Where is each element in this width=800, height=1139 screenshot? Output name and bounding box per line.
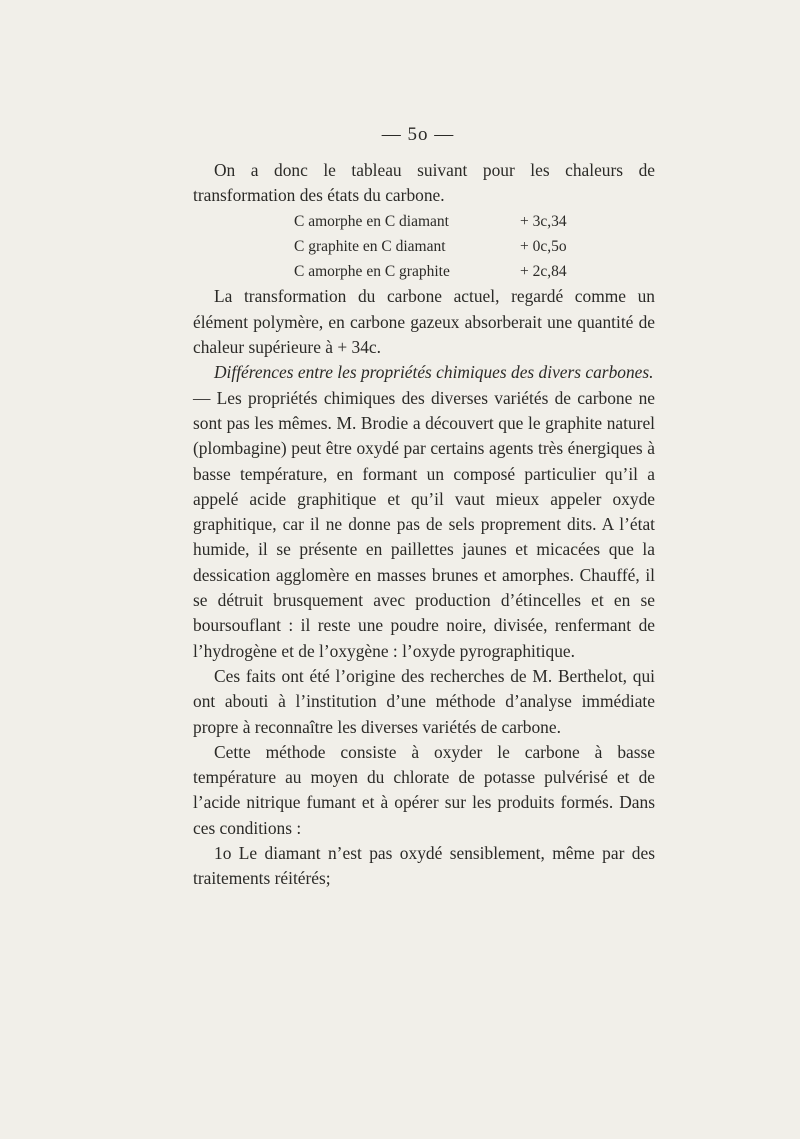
body-text — [193, 158, 655, 892]
table-row — [294, 259, 594, 284]
row-label: C amorphe en C graphite — [294, 263, 450, 281]
intro-paragraph: On a donc le tableau suivant pour les chaleurs de transformation des états du carbone. — [193, 160, 655, 206]
paragraph: — Les propriétés chimiques des diverses variétés de carbone ne sont pas les mêmes. M. Brodie a découvert que le graphite naturel (plombagine) peut être oxydé par certains agents très énergiques à basse température, en formant un composé particulier qu’il a appelé acide graphitique et qu’il vaut mieux appeler oxyde graphitique, car il ne donne pas de sels proprement dits. A l’état humide, il se présente en paillettes jaunes et micacées que la dessication agglomère en masses brunes et amorphes. Chauffé, il se détruit brusquement avec production d’étincelles et en se boursouflant : il reste une poudre noire, divisée, renfermant de l’hydrogène et de l’oxygène : l’oxyde pyrographitique. — [193, 387, 655, 661]
row-value: + 2c,84 — [520, 263, 567, 281]
section-heading: Différences entre les propriétés chimiques des divers carbones. — [214, 362, 654, 383]
table-row — [294, 209, 594, 234]
row-label: C amorphe en C diamant — [294, 212, 449, 230]
heat-table — [294, 209, 594, 285]
row-value: + 0c,5o — [520, 237, 567, 255]
row-value: + 3c,34 — [520, 212, 567, 230]
row-label: C graphite en C diamant — [294, 237, 446, 255]
paragraph: Cette méthode consiste à oxyder le carbone à basse température au moyen du chlorate de potasse pulvérisé et de l’acide nitrique fumant et à opérer sur les produits formés. Dans ces conditions : — [193, 741, 655, 838]
section-paragraph — [193, 360, 655, 385]
paragraph: La transformation du carbone actuel, regardé comme un élément polymère, en carbone gazeux absorberait une quantité de chaleur supérieure à + 34c. — [193, 286, 655, 358]
page-number: — 5o — — [381, 124, 455, 145]
paragraph: 1o Le diamant n’est pas oxydé sensiblement, même par des traitements réitérés; — [193, 843, 655, 889]
paragraph: Ces faits ont été l’origine des recherches de M. Berthelot, qui ont abouti à l’institution d’une méthode d’analyse immédiate propre à reconnaître les diverses variétés de carbone. — [193, 665, 655, 737]
table-row — [294, 234, 594, 259]
